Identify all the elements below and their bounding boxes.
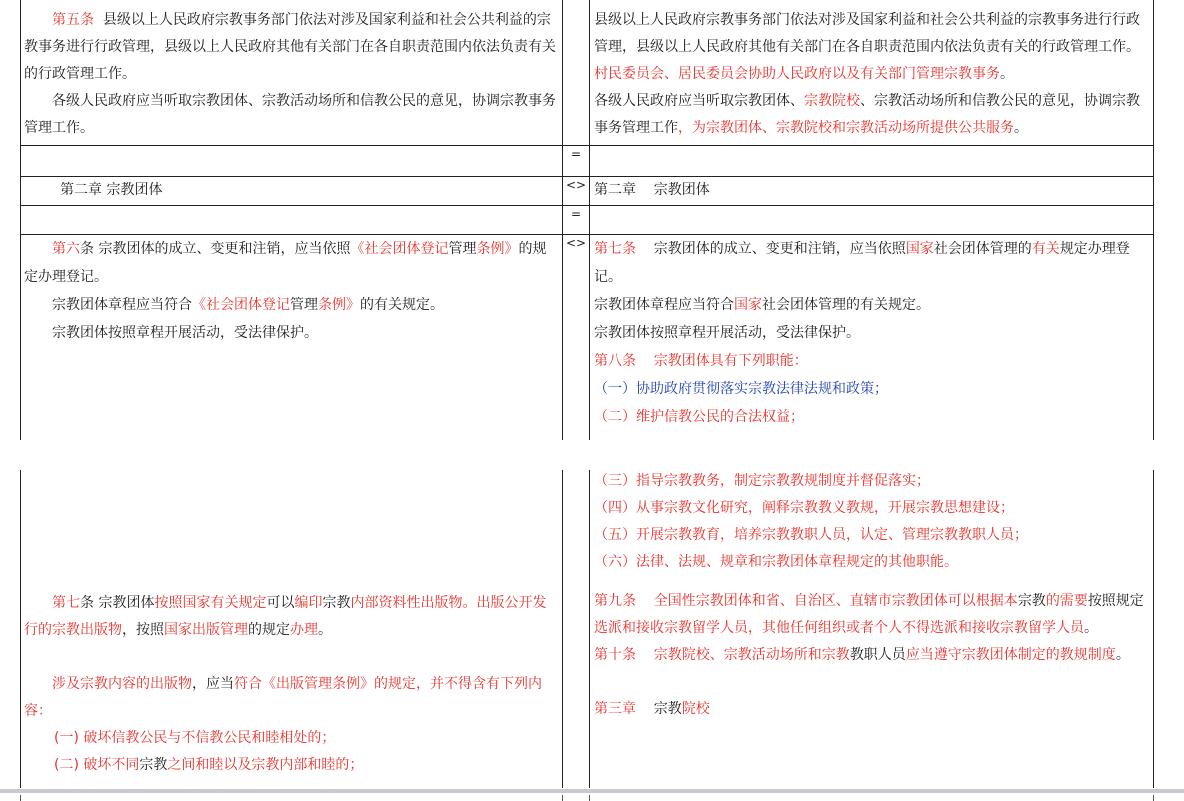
changed-text: 涉及宗教 (52, 676, 108, 692)
added-text: 选派和接收宗教留学人员，其他任何组织或者个人不得选派和接收宗教留学人员 (594, 620, 1084, 636)
added-text: ，为宗教团体、宗教院校和宗教活动场所提供公共服务 (678, 120, 1014, 136)
article-7-old (24, 590, 558, 644)
added-text: 遵守宗教团体制定的教规制度 (933, 647, 1116, 663)
text-run: 各级人民政府应当听取宗教团体、 (594, 93, 804, 109)
function-item-4: （四）从事宗教文化研究，阐释宗教教义教规，开展宗教思想建设； (594, 500, 1014, 516)
text-run: 。 (1115, 647, 1130, 663)
chapter-3-new (594, 696, 1150, 723)
added-text: 宗教院校、宗教活动场所和宗教 (636, 647, 850, 663)
row5-left-cell (24, 235, 558, 347)
changed-text: (二) 破坏不同 (54, 757, 140, 773)
row-divider (20, 205, 1154, 206)
added-text: 院校 (681, 701, 710, 717)
text-run: 。 (318, 622, 332, 638)
added-text: 宗教院校 (804, 93, 860, 109)
changed-text: 符合《出版管理条例》的规定 (234, 676, 416, 692)
added-text: 有关 (1031, 241, 1060, 257)
prohibited-item-2 (24, 752, 558, 779)
text-run: 的有关规定。 (360, 297, 444, 313)
changed-text: 之间和睦以及宗教内部和睦的； (167, 757, 364, 773)
table-border-mid-right (589, 0, 590, 440)
text-run: 宗教 (139, 757, 168, 773)
text-run: 宗教 (1017, 593, 1046, 609)
chapter-2-new: 第二章 宗教团体 (594, 182, 710, 198)
text-run: 管理 (448, 241, 477, 257)
changed-text: 国家出版管理 (164, 622, 248, 638)
article-6-old (24, 235, 558, 291)
compare-mark-diff: <> (565, 236, 587, 250)
function-item-5: （五）开展宗教教育，培养宗教教职人员，认定、管理宗教教职人员； (594, 527, 1028, 543)
article-7-new (594, 235, 1150, 291)
function-item-1: （一）协助政府贯彻落实宗教法律法规和政策； (594, 381, 888, 397)
text-run: 、宗教活动场所和信教公民的意见，协调宗教事务管理工作 (594, 93, 1140, 136)
article-7-old-para2 (24, 671, 558, 725)
added-text: 全国性宗教团体和省、自治区、直辖市宗教团体可以 (636, 593, 976, 609)
text-run: ，应当 (192, 676, 234, 692)
table-border-mid-right (589, 470, 590, 788)
article-10-new (594, 642, 1150, 669)
table-border-left (20, 470, 21, 788)
text-run: 宗教 (636, 701, 682, 717)
article-5-text: 县级以上人民政府宗教事务部门依法对涉及国家利益和社会公共利益的宗教事务进行行政管理，县级以上人民政府其他有关部门在各自职责范围内依法负责有关的行政管理工作。 (24, 12, 556, 82)
table-border-stub (589, 795, 590, 801)
text-run: 宗教 (322, 595, 351, 611)
row5-right-cell (594, 235, 1150, 431)
changed-text: 按照国家有关规定 (154, 595, 267, 611)
function-item-2: （二）维护信教公民的合法权益； (594, 409, 804, 425)
changed-text: 《社会团体 (192, 297, 262, 313)
text-run: ，按照 (122, 622, 164, 638)
function-item-3: （三）指导宗教教务，制定宗教教规制度并督促落实； (594, 473, 930, 489)
table-border-stub (1153, 795, 1154, 801)
article-5-old-para2: 各级人民政府应当听取宗教团体、宗教活动场所和信教公民的意见，协调宗教事务管理工作。 (24, 93, 556, 136)
changed-text: 《社会团体 (350, 241, 421, 257)
text-run: 。 (1014, 120, 1028, 136)
text-run: 规定办理登记。 (594, 241, 1130, 285)
article-5-label: 第五条 (52, 12, 94, 28)
table-border-stub (20, 795, 21, 801)
added-text: 国家 (905, 241, 934, 257)
text-run: 。 (1000, 66, 1014, 82)
table-border-right (1153, 0, 1154, 440)
row-divider (20, 145, 1154, 146)
changed-text: 内部资料性出版物。出版公开发行的宗教出版物 (24, 595, 547, 638)
article-7-new-para3: 宗教团体按照章程开展活动，受法律保护。 (594, 325, 860, 341)
article-8-new: 第八条 宗教团体具有下列职能： (594, 353, 808, 369)
article-label: 第七 (52, 595, 80, 611)
table-border-mid-left (562, 0, 563, 440)
changed-text: 条例》 (476, 241, 519, 257)
function-item-6: （六）法律、法规、规章和宗教团体章程规定的其他职能。 (594, 554, 958, 570)
text-run: 教职人员 (849, 647, 906, 663)
article-5-new-para2 (594, 88, 1150, 142)
changed-text: ，并不得含有下列内容： (24, 676, 542, 719)
text-run: 宗教团体的成立、变更和注销，应当依照 (636, 241, 906, 257)
article-label: 第七条 (594, 241, 636, 257)
article-5-new (594, 7, 1150, 88)
text-run: 社会团体管理的 (933, 241, 1032, 257)
table-border-mid-left (562, 470, 563, 788)
text-run: 宗教团体章程应当符合 (52, 297, 192, 313)
chapter-2-old: 第二章 宗教团体 (60, 182, 163, 198)
text-run: 县级以上人民政府宗教事务部门依法对涉及国家利益和社会公共利益的宗教事务进行行政管理，县级以上人民政府其他有关部门在各自职责范围内依法负责有关的行政管理工作。 (594, 12, 1140, 55)
table-border-stub (562, 795, 563, 801)
article-5-old (24, 7, 558, 88)
changed-text: 登记 (262, 297, 290, 313)
article-6-old-para3: 宗教团体按照章程开展活动，受法律保护。 (52, 325, 318, 341)
article-label: 第六 (52, 241, 80, 257)
article-6-old-para2 (24, 291, 558, 319)
changed-text: 内容的出版物 (108, 676, 192, 692)
added-text: 国家 (734, 297, 762, 313)
text-run: 社会团体管理的有关规定。 (762, 297, 930, 313)
bottom-right-cell (594, 468, 1150, 723)
row1-left-cell (24, 7, 558, 142)
text-run: 管理 (290, 297, 318, 313)
prohibited-item-1: (一) 破坏信教公民与不信教公民和睦相处的； (54, 730, 336, 746)
article-9-new (594, 588, 1150, 642)
table-border-right (1153, 470, 1154, 788)
article-label: 第九条 (594, 593, 636, 609)
text-run: 条 宗教团体的成立、变更和注销，应当依照 (80, 241, 351, 257)
text-run: 宗教团体章程应当符合 (594, 297, 734, 313)
page-break-band (0, 789, 1184, 793)
compare-mark-equal: = (570, 207, 582, 221)
added-text: 应当 (905, 647, 934, 663)
chapter-label: 第三章 (594, 701, 636, 717)
compare-mark-equal: = (570, 147, 582, 161)
text-run: 条 宗教团体 (80, 595, 155, 611)
text-run: 的规定 (248, 622, 290, 638)
text-run: 的规定办理登记。 (24, 241, 547, 285)
changed-text: 条例》 (318, 297, 360, 313)
article-7-new-para2 (594, 291, 1150, 319)
bottom-left-cell (24, 590, 558, 779)
added-text: 村民委员会、居民委员会协助人民政府以及有关部门管理宗教事务 (594, 66, 1000, 82)
table-border-left (20, 0, 21, 440)
changed-text: 登记 (420, 241, 449, 257)
text-run: 按照规定 (1087, 593, 1144, 609)
added-text: 的需要 (1045, 593, 1088, 609)
row1-right-cell (594, 7, 1150, 142)
article-label: 第十条 (594, 647, 636, 663)
compare-mark-diff: <> (565, 178, 587, 192)
added-text: 根据本 (975, 593, 1018, 609)
changed-text: 编印 (294, 595, 323, 611)
changed-text: 办理 (290, 622, 318, 638)
text-run: 。 (1084, 620, 1098, 636)
text-run: 可以 (266, 595, 295, 611)
